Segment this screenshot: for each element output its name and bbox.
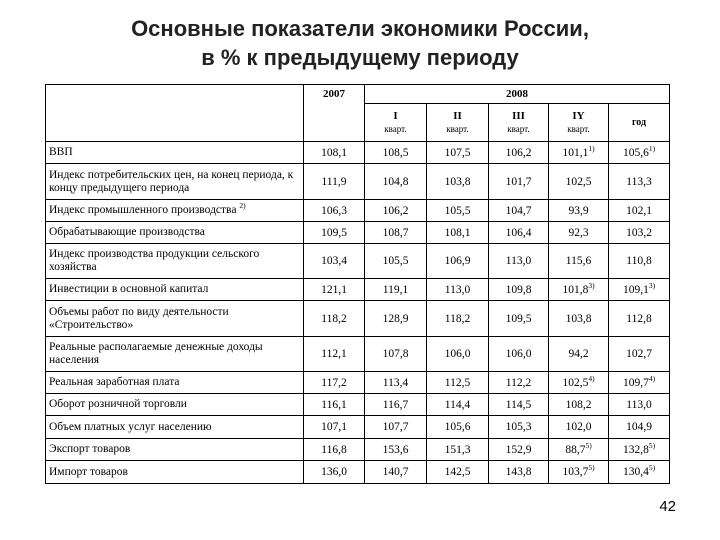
row-label-text: Индекс потребительских цен, на конец периода, к концу предыдущего периода — [49, 168, 294, 194]
cell-value: 106,4 — [505, 226, 532, 239]
value-cell — [427, 164, 489, 200]
cell-value: 108,1 — [444, 226, 471, 239]
cell-value: 113,0 — [626, 398, 652, 411]
row-label — [46, 244, 304, 279]
cell-value: 152,9 — [505, 443, 532, 456]
row-label-text: Индекс производства продукции сельского хозяйства — [49, 248, 260, 273]
value-cell — [365, 142, 427, 164]
cell-value: 106,2 — [505, 146, 532, 159]
header-quarter-4 — [549, 104, 609, 142]
cell-value: 116,7 — [382, 398, 409, 411]
value-cell — [427, 142, 489, 164]
value-cell — [365, 416, 427, 439]
footnote-mark: 5) — [648, 463, 656, 473]
cell-value: 113,0 — [505, 255, 532, 267]
value-cell — [489, 439, 549, 461]
value-cell — [427, 279, 489, 301]
cell-value: 110,8 — [626, 255, 652, 267]
table-row — [46, 279, 670, 301]
cell-value: 112,1 — [321, 348, 347, 360]
cell-value: 102,5 — [565, 175, 592, 188]
row-label-text: ВВП — [49, 146, 73, 158]
value-cell — [427, 200, 489, 222]
value-cell — [549, 301, 609, 337]
cell-value: 108,2 — [565, 398, 592, 411]
value-cell — [549, 439, 609, 461]
value-cell — [549, 394, 609, 416]
cell-value: 118,2 — [444, 312, 471, 325]
cell-value: 102,5 — [562, 376, 589, 389]
cell-value: 108,5 — [382, 146, 409, 159]
cell-value: 109,5 — [321, 226, 347, 239]
cell-value: 113,3 — [626, 175, 652, 188]
header-indicator-blank — [46, 85, 304, 142]
cell-value: 109,8 — [505, 283, 532, 296]
cell-value: 103,7 — [562, 466, 589, 478]
row-label-text: Обрабатывающие производства — [49, 226, 205, 238]
value-cell — [549, 164, 609, 200]
cell-value: 105,3 — [505, 421, 532, 433]
value-cell — [549, 142, 609, 164]
value-cell — [365, 244, 427, 279]
cell-value: 105,6 — [622, 146, 649, 159]
cell-value: 113,0 — [444, 283, 471, 296]
value-cell — [365, 372, 427, 394]
row-label-text: Инвестиции в основной капитал — [49, 283, 209, 295]
row-label — [46, 461, 304, 484]
cell-value: 107,5 — [444, 146, 471, 159]
cell-value: 140,7 — [382, 466, 409, 478]
value-cell — [609, 394, 670, 416]
cell-value: 106,9 — [444, 255, 471, 267]
value-cell — [304, 394, 365, 416]
value-cell — [427, 244, 489, 279]
header-quarter-1 — [365, 104, 427, 142]
table-row — [46, 416, 670, 439]
value-cell — [489, 244, 549, 279]
cell-value: 109,7 — [622, 376, 649, 389]
economic-indicators-table — [45, 84, 670, 484]
value-cell — [609, 301, 670, 337]
value-cell — [427, 461, 489, 484]
cell-value: 116,1 — [321, 398, 347, 411]
cell-value: 107,8 — [382, 348, 409, 360]
row-label-text: Импорт товаров — [49, 465, 128, 478]
cell-value: 151,3 — [444, 443, 471, 456]
value-cell — [609, 337, 670, 372]
cell-value: 106,0 — [505, 348, 532, 360]
footnote-mark: 4) — [648, 373, 656, 383]
table-row — [46, 461, 670, 484]
footnote-mark: 5) — [588, 463, 595, 473]
value-cell — [609, 439, 670, 461]
cell-value: 93,9 — [568, 204, 589, 217]
value-cell — [427, 337, 489, 372]
row-label — [46, 337, 304, 372]
cell-value: 142,5 — [444, 466, 471, 478]
value-cell — [427, 394, 489, 416]
table-row — [46, 394, 670, 416]
cell-value: 153,6 — [382, 443, 409, 456]
cell-value: 104,8 — [382, 175, 409, 188]
value-cell — [365, 164, 427, 200]
table-row — [46, 164, 670, 200]
value-cell — [549, 337, 609, 372]
value-cell — [365, 279, 427, 301]
quarter-sub: кварт. — [507, 124, 530, 134]
value-cell — [365, 301, 427, 337]
quarter-roman: II — [453, 110, 462, 122]
cell-value: 114,4 — [444, 398, 471, 411]
row-label-text: Объем платных услуг населению — [49, 420, 212, 433]
value-cell — [427, 222, 489, 244]
row-label-text: Индекс промышленного производства — [49, 204, 237, 216]
value-cell — [549, 279, 609, 301]
value-cell — [489, 372, 549, 394]
cell-value: 115,6 — [565, 255, 592, 267]
value-cell — [549, 200, 609, 222]
value-cell — [609, 416, 670, 439]
footnote-mark: 3) — [648, 280, 656, 290]
cell-value: 102,1 — [626, 204, 652, 217]
cell-value: 112,8 — [626, 312, 652, 325]
value-cell — [609, 200, 670, 222]
value-cell — [304, 461, 365, 484]
value-cell — [427, 372, 489, 394]
cell-value: 116,8 — [321, 443, 347, 456]
cell-value: 119,1 — [382, 283, 409, 296]
value-cell — [609, 461, 670, 484]
value-cell — [489, 279, 549, 301]
value-cell — [489, 222, 549, 244]
row-label-text: Оборот розничной торговли — [49, 398, 187, 410]
value-cell — [304, 372, 365, 394]
value-cell — [489, 337, 549, 372]
cell-value: 104,9 — [626, 421, 652, 433]
table-row — [46, 439, 670, 461]
value-cell — [304, 337, 365, 372]
value-cell — [427, 439, 489, 461]
cell-value: 109,1 — [622, 283, 649, 296]
page-number: 42 — [659, 498, 676, 515]
value-cell — [609, 279, 670, 301]
cell-value: 108,1 — [321, 146, 347, 159]
row-label — [46, 416, 304, 439]
cell-value: 105,5 — [444, 204, 471, 217]
value-cell — [549, 244, 609, 279]
value-cell — [549, 461, 609, 484]
row-label-text: Реальные располагаемые денежные доходы населения — [49, 341, 263, 366]
row-label-text: Объемы работ по виду деятельности «Строительство» — [49, 305, 229, 331]
row-label — [46, 301, 304, 337]
cell-value: 103,8 — [565, 312, 592, 325]
quarter-roman: III — [512, 110, 525, 122]
value-cell — [304, 164, 365, 200]
value-cell — [489, 461, 549, 484]
footnote-mark: 5) — [585, 440, 592, 450]
value-cell — [549, 222, 609, 244]
cell-value: 132,8 — [622, 443, 649, 456]
value-cell — [609, 222, 670, 244]
footnote-mark: 1) — [648, 143, 656, 153]
cell-value: 143,8 — [505, 466, 532, 478]
cell-value: 106,0 — [444, 348, 471, 360]
cell-value: 111,9 — [321, 175, 347, 188]
quarter-sub: кварт. — [384, 124, 407, 134]
value-cell — [304, 142, 365, 164]
cell-value: 106,2 — [382, 204, 409, 217]
value-cell — [609, 372, 670, 394]
table-row — [46, 200, 670, 222]
value-cell — [304, 301, 365, 337]
header-year-2007: 2007 — [304, 85, 365, 142]
value-cell — [609, 142, 670, 164]
cell-value: 88,7 — [565, 443, 586, 456]
value-cell — [549, 372, 609, 394]
value-cell — [365, 200, 427, 222]
value-cell — [365, 439, 427, 461]
table-row — [46, 142, 670, 164]
cell-value: 117,2 — [321, 376, 347, 389]
value-cell — [365, 394, 427, 416]
row-label — [46, 394, 304, 416]
header-quarter-2 — [427, 104, 489, 142]
cell-value: 103,8 — [444, 175, 471, 188]
cell-value: 121,1 — [321, 283, 347, 296]
header-year-2008: 2008 — [365, 85, 670, 104]
value-cell — [304, 200, 365, 222]
footnote-mark: 3) — [588, 280, 595, 290]
cell-value: 118,2 — [321, 312, 347, 325]
cell-value: 109,5 — [505, 312, 532, 325]
table-row — [46, 301, 670, 337]
footnote-mark: 5) — [648, 440, 656, 450]
footnote-mark: 4) — [588, 373, 595, 383]
row-label — [46, 439, 304, 461]
row-label — [46, 164, 304, 200]
value-cell — [489, 301, 549, 337]
cell-value: 128,9 — [382, 312, 409, 325]
header-quarter-3 — [489, 104, 549, 142]
cell-value: 101,7 — [505, 175, 532, 188]
row-label — [46, 142, 304, 164]
value-cell — [489, 142, 549, 164]
cell-value: 104,7 — [505, 204, 532, 217]
footnote-mark: 1) — [588, 143, 595, 153]
cell-value: 107,1 — [321, 421, 347, 433]
value-cell — [427, 301, 489, 337]
footnote-mark: 2) — [239, 201, 246, 211]
quarter-sub: кварт. — [446, 124, 469, 134]
cell-value: 101,8 — [562, 283, 589, 296]
quarter-roman: I — [393, 110, 398, 122]
value-cell — [427, 416, 489, 439]
cell-value: 113,4 — [382, 376, 409, 389]
value-cell — [304, 222, 365, 244]
value-cell — [549, 416, 609, 439]
cell-value: 114,5 — [505, 398, 532, 411]
row-label — [46, 222, 304, 244]
cell-value: 103,2 — [626, 226, 652, 239]
value-cell — [489, 164, 549, 200]
cell-value: 106,3 — [321, 204, 347, 217]
row-label-text: Реальная заработная плата — [49, 376, 180, 388]
value-cell — [489, 416, 549, 439]
value-cell — [489, 200, 549, 222]
table-body — [46, 142, 670, 484]
cell-value: 105,5 — [382, 255, 409, 267]
table-row — [46, 372, 670, 394]
cell-value: 107,7 — [382, 421, 409, 433]
value-cell — [609, 244, 670, 279]
value-cell — [304, 416, 365, 439]
cell-value: 94,2 — [568, 348, 589, 360]
cell-value: 112,5 — [444, 376, 471, 389]
cell-value: 130,4 — [622, 466, 649, 478]
cell-value: 108,7 — [382, 226, 409, 239]
row-label — [46, 200, 304, 222]
cell-value: 112,2 — [505, 376, 532, 389]
slide-title-line-1: Основные показатели экономики России, — [131, 16, 589, 41]
cell-value: 101,1 — [562, 146, 589, 159]
value-cell — [489, 394, 549, 416]
value-cell — [304, 244, 365, 279]
cell-value: 92,3 — [568, 226, 589, 239]
table-row — [46, 222, 670, 244]
value-cell — [304, 439, 365, 461]
cell-value: 105,6 — [444, 421, 471, 433]
cell-value: 136,0 — [321, 466, 347, 478]
value-cell — [365, 337, 427, 372]
table-row — [46, 337, 670, 372]
quarter-roman: IY — [572, 110, 585, 122]
row-label-text: Экспорт товаров — [49, 443, 131, 455]
cell-value: 102,7 — [626, 348, 652, 360]
cell-value: 102,0 — [565, 421, 592, 433]
value-cell — [609, 164, 670, 200]
row-label — [46, 279, 304, 301]
slide-title-line-2: в % к предыдущему периоду — [201, 45, 519, 70]
quarter-sub: кварт. — [567, 124, 590, 134]
cell-value: 103,4 — [321, 255, 347, 267]
value-cell — [304, 279, 365, 301]
value-cell — [365, 222, 427, 244]
value-cell — [365, 461, 427, 484]
row-label — [46, 372, 304, 394]
table-row — [46, 244, 670, 279]
header-year-total: год — [609, 104, 670, 142]
